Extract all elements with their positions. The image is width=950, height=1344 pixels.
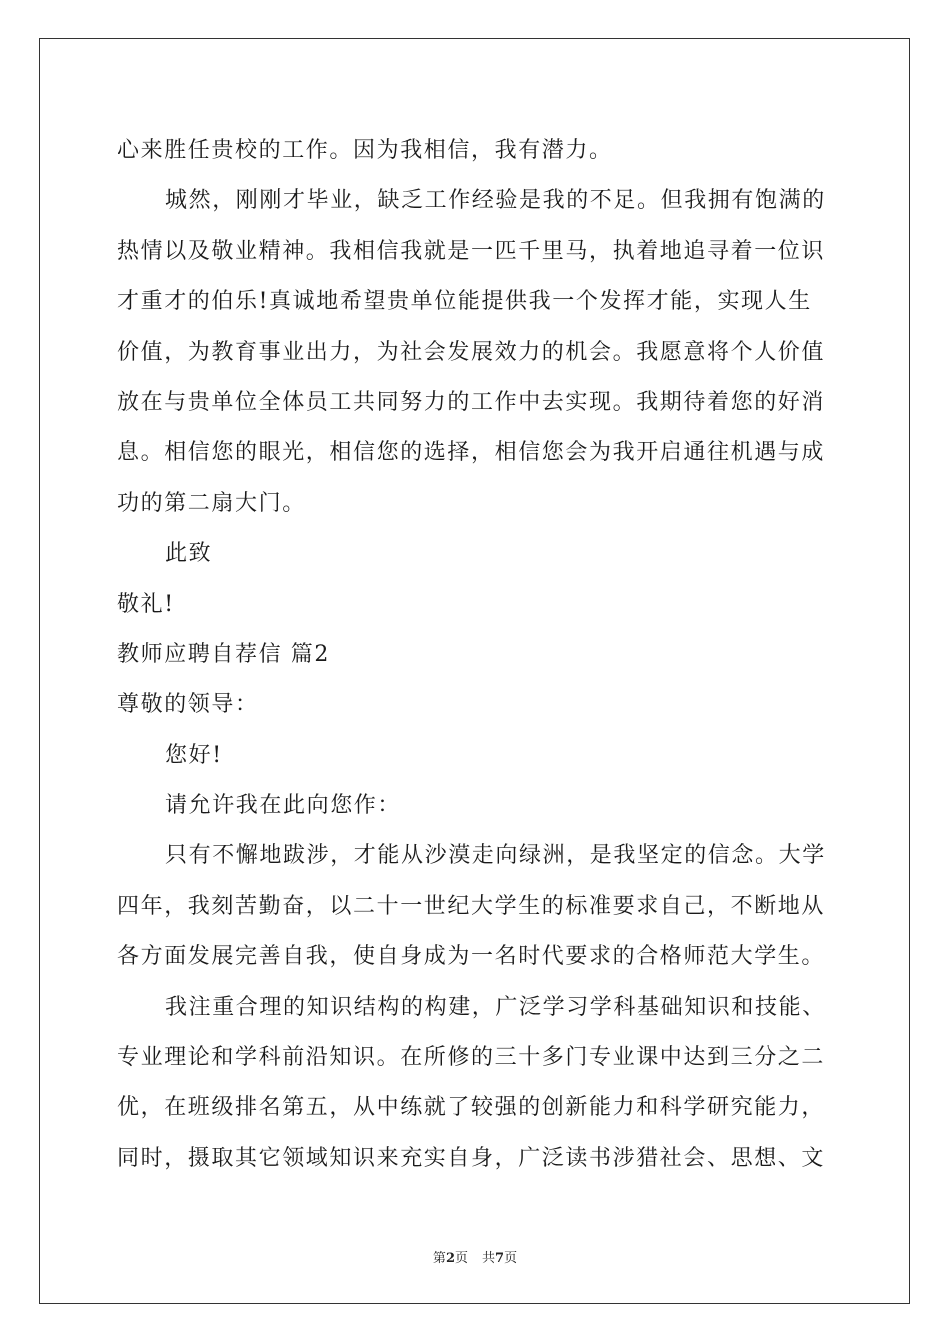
total-suffix: 页 bbox=[504, 1251, 518, 1266]
text-line: 各方面发展完善自我，使自身成为一名时代要求的合格师范大学生。 bbox=[117, 944, 826, 970]
closing-regards: 敬礼! bbox=[117, 591, 175, 617]
greeting: 尊敬的领导： bbox=[117, 692, 259, 718]
page-footer bbox=[0, 1247, 950, 1266]
total-prefix: 共 bbox=[482, 1251, 496, 1266]
text-line: 四年，我刻苦勤奋，以二十一世纪大学生的标准要求自己，不断地从 bbox=[117, 893, 826, 919]
text-line: 城然，刚刚才毕业，缺乏工作经验是我的不足。但我拥有饱满的 bbox=[165, 188, 826, 214]
total-pages-number: 7 bbox=[495, 1251, 505, 1266]
text-line: 息。相信您的眼光，相信您的选择，相信您会为我开启通往机遇与成 bbox=[117, 440, 826, 466]
text-line: 只有不懈地跋涉，才能从沙漠走向绿洲，是我坚定的信念。大学 bbox=[165, 843, 826, 869]
current-page-number: 2 bbox=[445, 1251, 455, 1266]
text-line: 热情以及敬业精神。我相信我就是一匹千里马，执着地追寻着一位识 bbox=[117, 238, 826, 264]
text-line: 请允许我在此向您作： bbox=[165, 793, 402, 819]
text-line: 功的第二扇大门。 bbox=[117, 490, 306, 516]
closing-salutation: 此致 bbox=[165, 541, 213, 567]
text-line: 才重才的伯乐!真诚地希望贵单位能提供我一个发挥才能，实现人生 bbox=[117, 289, 812, 315]
text-line: 心来胜任贵校的工作。因为我相信，我有潜力。 bbox=[117, 138, 613, 163]
text-line: 您好! bbox=[165, 742, 223, 768]
document-body bbox=[117, 126, 837, 1184]
page-prefix: 第 bbox=[432, 1251, 446, 1266]
text-line: 我注重合理的知识结构的构建，广泛学习学科基础知识和技能、 bbox=[165, 994, 826, 1020]
text-line: 专业理论和学科前沿知识。在所修的三十多门专业课中达到三分之二 bbox=[117, 1045, 826, 1071]
text-line: 放在与贵单位全体员工共同努力的工作中去实现。我期待着您的好消 bbox=[117, 389, 826, 415]
text-line: 价值，为教育事业出力，为社会发展效力的机会。我愿意将个人价值 bbox=[117, 339, 826, 365]
text-line: 同时，摄取其它领域知识来充实自身，广泛读书涉猎社会、思想、文 bbox=[117, 1145, 826, 1171]
section-heading: 教师应聘自荐信 篇2 bbox=[117, 641, 330, 667]
page-suffix: 页 bbox=[454, 1251, 468, 1266]
text-line: 优，在班级排名第五，从中练就了较强的创新能力和科学研究能力， bbox=[117, 1095, 826, 1121]
